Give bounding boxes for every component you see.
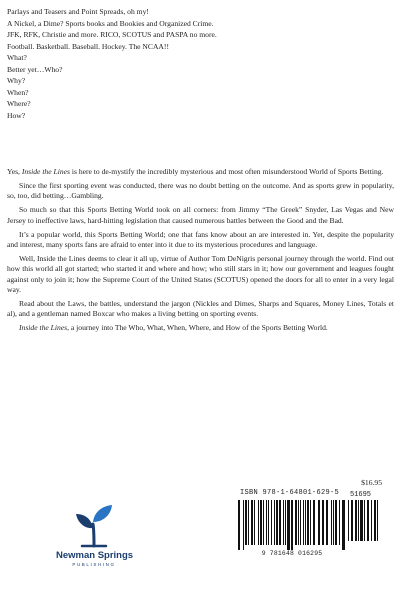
book-description xyxy=(7,167,394,337)
book-title-italic: Inside the Lines xyxy=(19,323,68,333)
description-paragraph: Since the first sporting event was conducted, there was no doubt betting on the outcome. And as sports grew in popularity, so, too, did betting…Gambling. xyxy=(7,180,394,201)
description-paragraph: So much so that this Sports Betting World took on all corners: from Jimmy “The Greek” Snyder, Las Vegas and New Jersey to ineffective laws, hard-hitting legislation that caused numerous battles between the Good and the Bad. xyxy=(7,205,394,225)
description-paragraph xyxy=(7,323,394,333)
intro-line: Better yet…Who? xyxy=(7,64,63,74)
isbn-label: ISBN 978-1-64801-629-5 xyxy=(240,489,340,497)
price-label: $16.95 xyxy=(361,478,382,487)
barcode-digits: 9 781648 016295 xyxy=(261,550,323,557)
publisher-logo xyxy=(56,502,132,594)
sprout-icon xyxy=(72,502,116,548)
intro-line: A Nickel, a Dime? Sports books and Bookies and Organized Crime. xyxy=(7,18,214,28)
publisher-name: Newman Springs xyxy=(56,550,134,561)
barcode-bars-icon xyxy=(238,500,346,550)
description-paragraph: It’s a popular world, this Sports Betting World; one that fans know about an are interested in. Yet, despite the popularity and interest, many sports fans are afraid to enter into it due to its mysterious procedures and language. xyxy=(7,229,394,249)
p1-post: is here to de-mystify the incredibly mysterious and most often misunderstood World of Sports Betting. xyxy=(69,167,384,176)
description-paragraph: Well, Inside the Lines deems to clear it all up, virtue of Author Tom DeNigris personal journey through the world. Find out how this world all got started; who started it and where and how; who still stars in it; how our government and leagues fought against only to join it; how the Supreme Court of the United States (SCOTUS) opened the doors for all to enter in a very legal way. xyxy=(7,253,394,295)
price-code: 51695 xyxy=(350,491,372,499)
intro-line: When? xyxy=(7,87,29,97)
p1-pre: Yes, xyxy=(7,167,22,176)
intro-line: Where? xyxy=(7,99,31,108)
intro-line: JFK, RFK, Christie and more. RICO, SCOTUS and PASPA no more. xyxy=(7,30,217,39)
book-title-italic: Inside the Lines xyxy=(21,167,70,176)
intro-line: Why? xyxy=(7,76,26,85)
description-paragraph xyxy=(7,167,394,177)
p7-post: , a journey into The Who, What, When, Where, and How of the Sports Betting World. xyxy=(67,323,328,333)
intro-line: Parlays and Teasers and Point Spreads, oh my! xyxy=(7,7,149,16)
description-paragraph: Read about the Laws, the battles, understand the jargon (Nickles and Dimes, Sharps and Squares, Money Lines, Totals et al), and a gentleman named Boxcar who makes a living betting on sporting events. xyxy=(7,298,394,319)
intro-line: Football. Basketball. Baseball. Hockey. The NCAA!! xyxy=(7,41,169,51)
intro-teaser xyxy=(7,6,393,121)
isbn-barcode xyxy=(236,489,384,565)
addon-barcode-icon xyxy=(348,500,380,546)
intro-line: What? xyxy=(7,53,27,62)
publisher-subtitle: PUBLISHING xyxy=(72,562,116,567)
intro-line: How? xyxy=(7,110,26,120)
